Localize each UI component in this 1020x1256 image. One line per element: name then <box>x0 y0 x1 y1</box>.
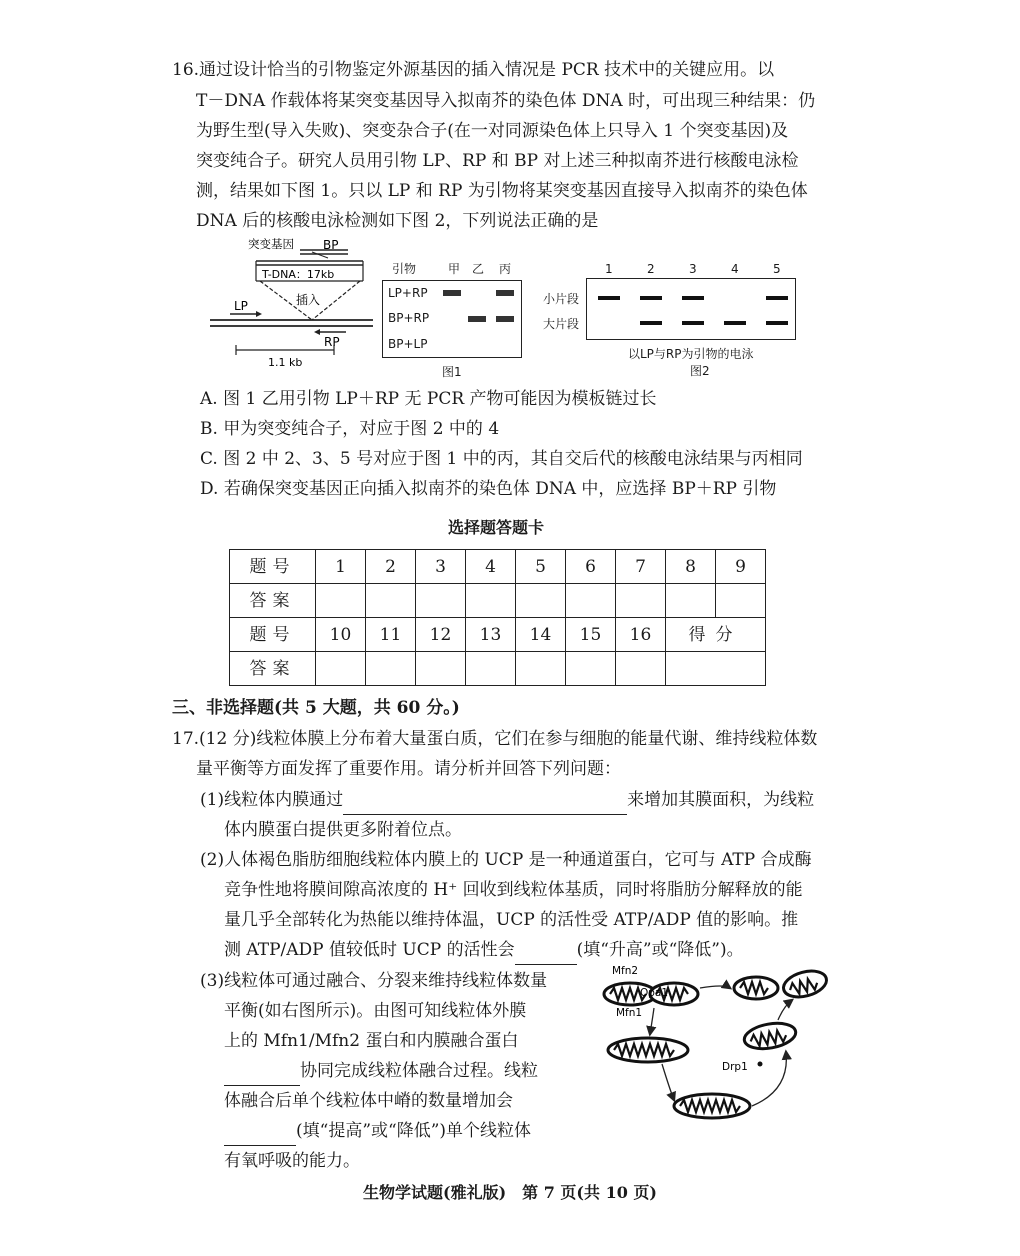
card-question-number: 7 <box>616 550 666 584</box>
drp1-label: Drp1 <box>722 1061 748 1073</box>
large-fragment-label: 大片段 <box>543 317 580 331</box>
mitochondrion <box>734 977 778 999</box>
mitochondrion <box>742 1020 797 1053</box>
option-b: B. 甲为突变纯合子，对应于图 2 中的 4 <box>200 419 500 439</box>
fig1-header-jia: 甲 <box>448 262 461 276</box>
q16-line-6: DNA 后的核酸电泳检测如下图 2，下列说法正确的是 <box>196 211 599 231</box>
mutant-gene-label: 突变基因 <box>248 237 294 251</box>
tdna-insertion-diagram <box>208 236 378 376</box>
card-question-number: 10 <box>316 618 366 652</box>
rp-label: RP <box>324 335 340 349</box>
card-answer-cell[interactable] <box>416 652 466 686</box>
card-question-number: 8 <box>666 550 716 584</box>
bp-label: BP <box>323 238 339 252</box>
fig2-gel-box <box>586 278 796 340</box>
fig2-band <box>682 321 704 325</box>
q17-p3-line-1: (3)线粒体可通过融合、分裂来维持线粒体数量 <box>200 971 548 991</box>
q16-line-5: 测，结果如下图 1。只以 LP 和 RP 为引物将某突变基因直接导入拟南芥的染色体 <box>196 181 808 201</box>
fig2-band <box>682 296 704 300</box>
q16-line-3: 为野生型(导入失败)、突变杂合子(在一对同源染色体上只导入 1 个突变基因)及 <box>196 121 789 141</box>
mfn1-label: Mfn1 <box>616 1007 643 1019</box>
card-answer-cell[interactable] <box>566 584 616 618</box>
card-label-question: 题号 <box>230 618 316 652</box>
card-question-number: 13 <box>466 618 516 652</box>
q17-p3-line-7: 有氧呼吸的能力。 <box>224 1151 360 1171</box>
fig2-lane-2: 2 <box>647 262 655 276</box>
lp-label: LP <box>234 299 248 313</box>
fig1-band <box>496 290 514 296</box>
card-answer-cell[interactable] <box>566 652 616 686</box>
opa1-label: Opa1 <box>640 987 669 999</box>
card-label-answer: 答案 <box>230 584 316 618</box>
fig2-subtitle: 以LP与RP为引物的电泳 <box>628 347 754 361</box>
card-question-number: 9 <box>716 550 766 584</box>
card-answer-cell[interactable] <box>466 652 516 686</box>
insert-label: 插入 <box>296 293 321 307</box>
fig1-row-lp-rp: LP+RP <box>388 286 428 300</box>
answer-blank-3[interactable] <box>224 1066 300 1086</box>
small-fragment-label: 小片段 <box>543 292 580 306</box>
fig2-lane-5: 5 <box>773 262 781 276</box>
mitochondrion <box>781 967 830 1002</box>
q17-p2-line-3: 量几乎全部转化为热能以维持体温，UCP 的活性受 ATP/ADP 值的影响。推 <box>224 910 799 930</box>
card-question-number: 11 <box>366 618 416 652</box>
mitochondrion <box>608 1038 688 1062</box>
card-answer-cell[interactable] <box>366 652 416 686</box>
card-question-number: 5 <box>516 550 566 584</box>
card-question-number: 1 <box>316 550 366 584</box>
page-footer: 生物学试题(雅礼版) 第 7 页(共 10 页) <box>363 1183 657 1202</box>
option-a: A. 图 1 乙用引物 LP＋RP 无 PCR 产物可能因为模板链过长 <box>200 389 657 409</box>
fig1-band <box>496 316 514 322</box>
q17-p2-line-2: 竞争性地将膜间隙高浓度的 H⁺ 回收到线粒体基质，同时将脂肪分解释放的能 <box>224 880 803 900</box>
card-answer-cell[interactable] <box>316 584 366 618</box>
q17-p3-line-2: 平衡(如右图所示)。由图可知线粒体外膜 <box>224 1001 527 1021</box>
card-label-answer: 答案 <box>230 652 316 686</box>
q17-p3-line-3: 上的 Mfn1/Mfn2 蛋白和内膜融合蛋白 <box>224 1031 519 1051</box>
option-d: D. 若确保突变基因正向插入拟南芥的染色体 DNA 中，应选择 BP＋RP 引物 <box>200 479 777 499</box>
card-answer-cell[interactable] <box>616 584 666 618</box>
q17-part1 <box>200 785 814 815</box>
q17-p2-line-1: (2)人体褐色脂肪细胞线粒体内膜上的 UCP 是一种通道蛋白，它可与 ATP 合成酶 <box>200 850 812 870</box>
fig2-lane-3: 3 <box>689 262 697 276</box>
q17-p1-cont: 体内膜蛋白提供更多附着位点。 <box>224 820 462 840</box>
card-question-number: 4 <box>466 550 516 584</box>
fig2-caption: 图2 <box>690 364 710 378</box>
length-label: 1.1 kb <box>268 356 303 369</box>
fig1-header-primer: 引物 <box>392 262 417 276</box>
answer-card-table <box>229 549 766 686</box>
card-question-number: 6 <box>566 550 616 584</box>
fig1-band <box>443 290 461 296</box>
answer-blank-1[interactable] <box>343 795 627 815</box>
card-answer-cell[interactable] <box>516 652 566 686</box>
card-answer-cell[interactable] <box>716 584 766 618</box>
q17-p2-text: (填“升高”或“降低”)。 <box>576 940 744 960</box>
q17-p3-line-6 <box>224 1116 531 1146</box>
q17-p2-text: 测 ATP/ADP 值较低时 UCP 的活性会 <box>224 940 515 960</box>
fig2-band <box>766 296 788 300</box>
q17-intro-2: 量平衡等方面发挥了重要作用。请分析并回答下列问题： <box>196 759 621 779</box>
card-answer-cell[interactable] <box>466 584 516 618</box>
fig2-band <box>724 321 746 325</box>
q17-p1-text: (1)线粒体内膜通过 <box>200 790 344 810</box>
answer-card-title: 选择题答题卡 <box>448 518 545 537</box>
q17-intro-1: 17.(12 分)线粒体膜上分布着大量蛋白质，它们在参与细胞的能量代谢、维持线粒体数 <box>172 729 818 749</box>
q16-line-1: 16.通过设计恰当的引物鉴定外源基因的插入情况是 PCR 技术中的关键应用。以 <box>172 60 775 80</box>
fig1-header-bing: 丙 <box>499 262 512 276</box>
q16-line-2: T－DNA 作载体将某突变基因导入拟南芥的染色体 DNA 时，可出现三种结果：仍 <box>196 91 816 111</box>
mitochondria-diagram <box>600 960 840 1130</box>
q17-p3-text: (填“提高”或“降低”)单个线粒体 <box>296 1121 532 1141</box>
card-question-number: 3 <box>416 550 466 584</box>
fig2-band <box>640 296 662 300</box>
card-answer-cell[interactable] <box>316 652 366 686</box>
answer-blank-2[interactable] <box>515 945 577 965</box>
card-score-cell[interactable] <box>666 652 766 686</box>
fig2-band <box>598 296 620 300</box>
q17-p1-text: 来增加其膜面积，为线粒 <box>627 790 815 810</box>
fig2-lane-4: 4 <box>731 262 739 276</box>
fig2-band <box>766 321 788 325</box>
option-c: C. 图 2 中 2、3、5 号对应于图 1 中的丙，其自交后代的核酸电泳结果与丙相同 <box>200 449 803 469</box>
q16-line-4: 突变纯合子。研究人员用引物 LP、RP 和 BP 对上述三种拟南芥进行核酸电泳检 <box>196 151 799 171</box>
card-question-number: 12 <box>416 618 466 652</box>
q17-p3-line-4 <box>224 1056 538 1086</box>
card-question-number: 14 <box>516 618 566 652</box>
q17-p3-line-5: 体融合后单个线粒体中嵴的数量增加会 <box>224 1091 513 1111</box>
fig2-band <box>640 321 662 325</box>
card-answer-cell[interactable] <box>666 584 716 618</box>
mfn2-label: Mfn2 <box>612 965 639 977</box>
fig1-row-bp-lp: BP+LP <box>388 337 428 351</box>
card-question-number: 16 <box>616 618 666 652</box>
q17-p3-text: 协同完成线粒体融合过程。线粒 <box>300 1061 538 1081</box>
tdna-label: T-DNA：17kb <box>262 268 335 281</box>
fig1-row-bp-rp: BP+RP <box>388 311 430 325</box>
fig2-lane-1: 1 <box>605 262 613 276</box>
fig1-band <box>468 316 486 322</box>
card-answer-cell[interactable] <box>366 584 416 618</box>
card-score-label: 得分 <box>666 618 766 652</box>
fig1-header-yi: 乙 <box>472 262 485 276</box>
card-question-number: 2 <box>366 550 416 584</box>
card-answer-cell[interactable] <box>516 584 566 618</box>
card-label-question: 题号 <box>230 550 316 584</box>
card-answer-cell[interactable] <box>416 584 466 618</box>
answer-blank-4[interactable] <box>224 1126 296 1146</box>
section-3-heading: 三、非选择题(共 5 大题，共 60 分。) <box>172 698 460 718</box>
fig1-caption: 图1 <box>442 365 462 379</box>
card-question-number: 15 <box>566 618 616 652</box>
card-answer-cell[interactable] <box>616 652 666 686</box>
mitochondrion <box>674 1094 750 1118</box>
